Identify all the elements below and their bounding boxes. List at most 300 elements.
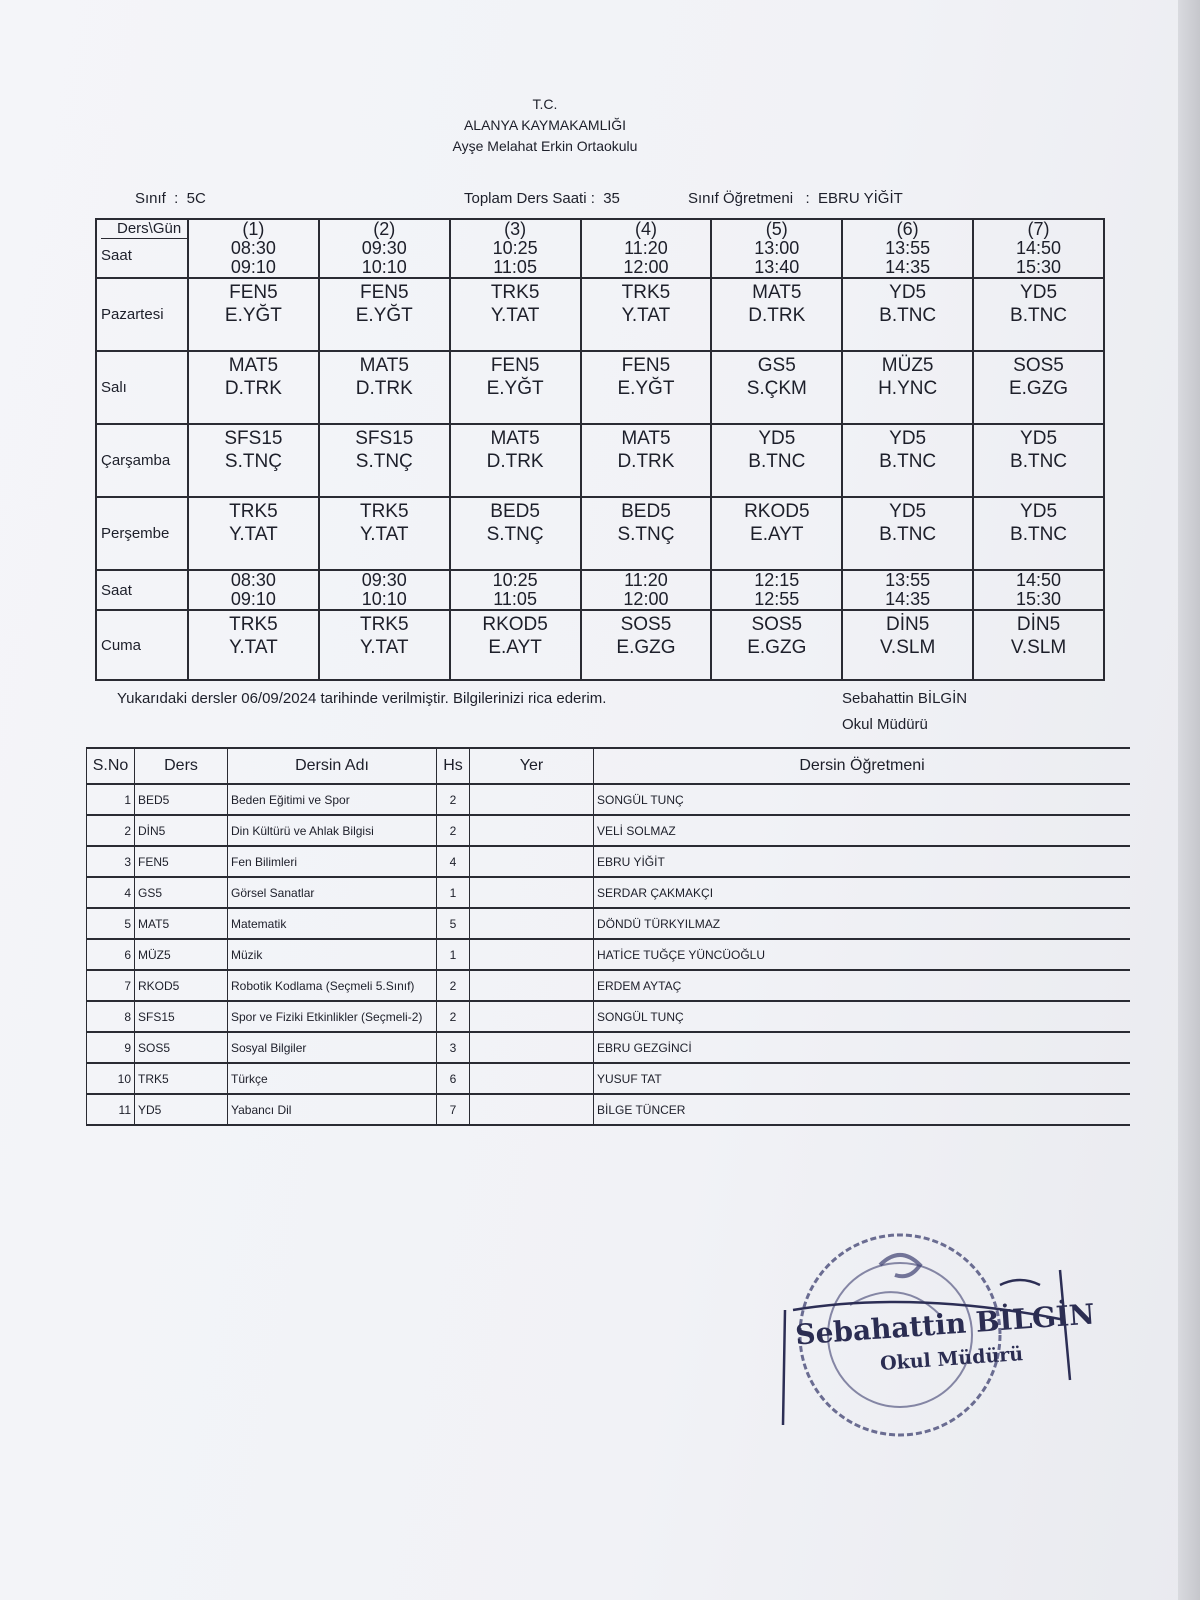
lesson-teacher-abbr: E.YĞT [486,378,544,399]
period-end-time: 10:10 [361,257,407,277]
weekly-hours: 3 [437,1032,470,1063]
lesson-code: DİN5 [1016,614,1061,635]
lesson-content [843,279,972,327]
lesson-cell [842,278,973,351]
day-name-cell: Perşembe [96,497,188,570]
lesson-content [974,611,1103,659]
lesson-teacher-abbr: B.TNC [879,305,937,326]
lesson-content [582,611,711,659]
lesson-content [189,352,318,400]
lesson-teacher-abbr: B.TNC [1010,305,1068,326]
lesson-teacher: EBRU GEZGİNCİ [594,1032,1131,1063]
friday-time-cell [450,570,581,610]
lesson-name: Sosyal Bilgiler [228,1032,437,1063]
lesson-cell [711,424,842,497]
period-number: (6) [896,219,919,239]
lesson-teacher: EBRU YİĞİT [594,846,1131,877]
weekly-hours: 2 [437,1001,470,1032]
location [470,1032,594,1063]
lesson-teacher-abbr: E.GZG [616,637,676,658]
row-number: 1 [87,784,135,815]
location [470,1001,594,1032]
lesson-name: Matematik [228,908,437,939]
lesson-teacher-abbr: S.TNÇ [355,451,413,472]
period-number: (1) [242,219,265,239]
period-start-time: 14:50 [1016,238,1062,258]
lesson-teacher-abbr: D.TRK [486,451,544,472]
period-end-time: 15:30 [1016,257,1062,277]
lesson-content [582,352,711,400]
lesson-code: BED5 [621,501,671,522]
lesson-cell [188,610,319,680]
lesson-code: SOS5 [135,1032,228,1063]
lesson-code: MAT5 [359,355,409,376]
lesson-code: MAT5 [621,428,671,449]
lesson-teacher-abbr: E.AYT [750,524,804,545]
lesson-cell [188,351,319,424]
lesson-teacher-abbr: Y.TAT [229,637,278,658]
lessons-table-row [87,1032,1131,1063]
period-start-time: 08:30 [230,570,276,590]
location [470,939,594,970]
lesson-content [582,498,711,546]
day-name-cell: Cuma [96,610,188,680]
lesson-teacher: DÖNDÜ TÜRKYILMAZ [594,908,1131,939]
lesson-content [189,611,318,659]
lesson-code: DİN5 [135,815,228,846]
period-start-time: 11:20 [624,570,668,590]
lesson-content [843,352,972,400]
lesson-code: GS5 [757,355,796,376]
weekly-hours: 1 [437,877,470,908]
lesson-content [974,352,1103,400]
lesson-teacher: YUSUF TAT [594,1063,1131,1094]
lesson-cell [973,497,1104,570]
lessons-table-row [87,970,1131,1001]
lessons-header-cell: Dersin Öğretmeni [594,748,1131,784]
lesson-content [974,279,1103,327]
row-number: 6 [87,939,135,970]
lesson-content [712,279,841,327]
paper-edge [1178,0,1200,1600]
row-number: 10 [87,1063,135,1094]
lessons-table [86,747,1130,1126]
lesson-cell [711,497,842,570]
lesson-content [712,425,841,473]
lessons-table-row [87,846,1131,877]
lesson-teacher-abbr: E.GZG [747,637,807,658]
period-end-time: 10:10 [361,589,407,609]
lesson-name: Türkçe [228,1063,437,1094]
lessons-table-row [87,1001,1131,1032]
day-name-cell: Salı [96,351,188,424]
lesson-content [320,498,449,546]
period-start-time: 13:55 [885,570,931,590]
lesson-teacher-abbr: Y.TAT [621,305,671,326]
lesson-cell [188,497,319,570]
lesson-cell [319,610,450,680]
period-end-time: 13:40 [754,257,800,277]
lesson-teacher: SONGÜL TUNÇ [594,784,1131,815]
lesson-cell [450,497,581,570]
lesson-content [712,611,841,659]
lesson-code: YD5 [889,282,927,303]
period-end-time: 09:10 [230,589,276,609]
schedule-day-row [96,278,1104,351]
row-number: 7 [87,970,135,1001]
period-start-time: 09:30 [361,238,407,258]
lesson-code: YD5 [758,428,796,449]
location [470,846,594,877]
lesson-content [189,425,318,473]
period-start-time: 12:15 [754,570,800,590]
lesson-code: TRK5 [229,614,278,635]
weekly-hours: 5 [437,908,470,939]
stamp-name: Sebahattin BİLGİN [794,1297,1096,1352]
document-header [0,94,1090,157]
lesson-name: Müzik [228,939,437,970]
lesson-teacher-abbr: E.YĞT [224,305,282,326]
lesson-content [320,279,449,327]
lesson-name: Görsel Sanatlar [228,877,437,908]
lesson-teacher: BİLGE TÜNCER [594,1094,1131,1125]
lesson-code: BED5 [490,501,540,522]
lesson-name: Beden Eğitimi ve Spor [228,784,437,815]
weekly-hours: 1 [437,939,470,970]
schedule-corner-cell [96,219,188,278]
friday-time-cell [319,570,450,610]
lesson-name: Din Kültürü ve Ahlak Bilgisi [228,815,437,846]
lesson-code: FEN5 [135,846,228,877]
row-number: 8 [87,1001,135,1032]
lessons-header-cell: Hs [437,748,470,784]
schedule-day-row [96,610,1104,680]
lesson-code: RKOD5 [744,501,810,522]
lessons-header-cell: Yer [470,748,594,784]
lesson-content [843,611,972,659]
lesson-teacher-abbr: E.GZG [1008,378,1069,399]
lesson-cell [711,610,842,680]
lesson-cell [842,351,973,424]
lesson-code: TRK5 [135,1063,228,1094]
period-number: (7) [1027,219,1050,239]
lesson-code: SFS15 [135,1001,228,1032]
row-number: 11 [87,1094,135,1125]
lessons-table-row [87,908,1131,939]
period-header-cell [711,219,842,278]
corner-bottom-label: Saat [101,247,132,264]
row-number: 9 [87,1032,135,1063]
lesson-code: SOS5 [620,614,672,635]
lesson-teacher-abbr: B.TNC [879,524,937,545]
lesson-content [582,279,711,327]
lesson-teacher-abbr: Y.TAT [359,637,409,658]
weekly-hours: 2 [437,815,470,846]
lesson-code: MAT5 [135,908,228,939]
weekly-hours: 4 [437,846,470,877]
period-end-time: 12:00 [623,589,669,609]
location [470,1063,594,1094]
lesson-teacher-abbr: E.AYT [488,637,542,658]
lesson-content [843,498,972,546]
lesson-teacher-abbr: D.TRK [617,451,675,472]
lesson-cell [581,497,712,570]
class-label: Sınıf : 5C [135,190,206,207]
friday-time-cell [711,570,842,610]
row-number: 5 [87,908,135,939]
lesson-code: YD5 [1020,501,1058,522]
period-start-time: 14:50 [1016,570,1062,590]
lesson-cell [581,424,712,497]
lesson-code: RKOD5 [135,970,228,1001]
lesson-cell [188,278,319,351]
lesson-content [974,425,1103,473]
period-number: (4) [634,219,657,239]
lesson-code: TRK5 [359,614,409,635]
lesson-teacher-abbr: B.TNC [748,451,806,472]
lesson-content [451,611,580,659]
lesson-cell [450,278,581,351]
friday-time-cell [581,570,712,610]
lesson-teacher-abbr: B.TNC [1010,451,1068,472]
lesson-teacher-abbr: D.TRK [748,305,806,326]
lesson-cell [842,424,973,497]
lesson-name: Fen Bilimleri [228,846,437,877]
lesson-cell [319,351,450,424]
row-number: 2 [87,815,135,846]
period-header-cell [973,219,1104,278]
stamp-title: Okul Müdürü [879,1343,1024,1375]
period-header-cell [581,219,712,278]
lesson-content [320,352,449,400]
lessons-table-row [87,784,1131,815]
period-end-time: 14:35 [885,589,931,609]
period-start-time: 08:30 [230,238,276,258]
period-end-time: 11:05 [493,589,537,609]
lesson-teacher-abbr: H.YNC [878,378,938,399]
period-header-cell [319,219,450,278]
period-end-time: 12:00 [623,257,669,277]
lesson-cell [711,278,842,351]
lesson-content [451,352,580,400]
lesson-teacher: SONGÜL TUNÇ [594,1001,1131,1032]
lesson-code: SFS15 [355,428,414,449]
lesson-teacher-abbr: S.TNÇ [617,524,675,545]
lesson-code: MÜZ5 [135,939,228,970]
period-start-time: 10:25 [492,238,538,258]
lesson-teacher-abbr: B.TNC [879,451,937,472]
lesson-code: MAT5 [228,355,279,376]
lesson-name: Robotik Kodlama (Seçmeli 5.Sınıf) [228,970,437,1001]
lesson-code: TRK5 [229,501,278,522]
lesson-cell [581,610,712,680]
lesson-cell [581,278,712,351]
location [470,877,594,908]
location [470,784,594,815]
period-start-time: 10:25 [492,570,538,590]
weekly-schedule-table [95,218,1105,681]
lesson-content [712,352,841,400]
lessons-header-cell: S.No [87,748,135,784]
lesson-code: YD5 [889,501,927,522]
schedule-day-row [96,351,1104,424]
lesson-content [451,425,580,473]
weekly-hours: 7 [437,1094,470,1125]
friday-time-label: Saat [96,570,188,610]
lesson-code: SOS5 [1013,355,1064,376]
period-end-time: 09:10 [230,257,276,277]
period-start-time: 11:20 [624,238,668,258]
lesson-content [320,425,449,473]
weekly-hours: 2 [437,970,470,1001]
class-teacher-label: Sınıf Öğretmeni : EBRU YİĞİT [688,190,903,207]
period-end-time: 11:05 [493,257,537,277]
day-name-cell: Pazartesi [96,278,188,351]
row-number: 3 [87,846,135,877]
lesson-code: YD5 [1020,282,1058,303]
period-number: (2) [373,219,396,239]
lesson-code: FEN5 [229,282,278,303]
schedule-day-row [96,424,1104,497]
lesson-cell [711,351,842,424]
lesson-cell [842,610,973,680]
lesson-code: BED5 [135,784,228,815]
lesson-teacher-abbr: Y.TAT [229,524,278,545]
lesson-code: FEN5 [621,355,671,376]
lesson-code: FEN5 [490,355,540,376]
lessons-table-row [87,1094,1131,1125]
lesson-cell [973,424,1104,497]
lesson-teacher-abbr: V.SLM [1010,637,1067,658]
lesson-content [582,425,711,473]
friday-time-cell [188,570,319,610]
period-header-cell [188,219,319,278]
lesson-cell [319,278,450,351]
lesson-code: SOS5 [751,614,803,635]
lesson-cell [188,424,319,497]
lesson-cell [581,351,712,424]
lesson-code: DİN5 [885,614,930,635]
period-header-cell [842,219,973,278]
lesson-content [451,279,580,327]
lesson-teacher: SERDAR ÇAKMAKÇI [594,877,1131,908]
friday-time-cell [842,570,973,610]
period-number: (3) [504,219,527,239]
lesson-name: Spor ve Fiziki Etkinlikler (Seçmeli-2) [228,1001,437,1032]
lesson-cell [319,497,450,570]
friday-time-cell [973,570,1104,610]
principal-title: Okul Müdürü [842,716,928,733]
lesson-teacher: ERDEM AYTAÇ [594,970,1131,1001]
lesson-teacher: HATİCE TUĞÇE YÜNCÜOĞLU [594,939,1131,970]
lesson-code: YD5 [889,428,927,449]
period-start-time: 09:30 [361,570,407,590]
lesson-cell [450,610,581,680]
location [470,1094,594,1125]
period-start-time: 13:00 [754,238,800,258]
lessons-table-row [87,815,1131,846]
lessons-header-cell: Ders [135,748,228,784]
location [470,815,594,846]
period-header-cell [450,219,581,278]
weekly-hours: 2 [437,784,470,815]
lesson-teacher-abbr: Y.TAT [490,305,540,326]
period-end-time: 12:55 [754,589,800,609]
lessons-header-row [87,748,1131,784]
schedule-header-row [96,219,1104,278]
lesson-cell [319,424,450,497]
lesson-cell [450,424,581,497]
lesson-cell [842,497,973,570]
lesson-code: SFS15 [224,428,283,449]
lesson-teacher-abbr: S.TNÇ [486,524,544,545]
lesson-content [320,611,449,659]
lesson-code: RKOD5 [482,614,548,635]
lesson-cell [973,278,1104,351]
lesson-cell [450,351,581,424]
lesson-code: TRK5 [359,501,409,522]
lesson-code: FEN5 [359,282,409,303]
lesson-code: YD5 [135,1094,228,1125]
lesson-code: YD5 [1020,428,1058,449]
lesson-teacher-abbr: Y.TAT [359,524,409,545]
lesson-content [189,498,318,546]
lesson-content [712,498,841,546]
lesson-teacher-abbr: S.ÇKM [746,378,807,399]
lesson-code: TRK5 [490,282,540,303]
period-start-time: 13:55 [885,238,931,258]
lesson-code: TRK5 [621,282,671,303]
lesson-code: MAT5 [490,428,540,449]
lesson-name: Yabancı Dil [228,1094,437,1125]
weekly-hours: 6 [437,1063,470,1094]
lesson-cell [973,610,1104,680]
header-school: Ayşe Melahat Erkin Ortaokulu [452,138,638,154]
lesson-teacher-abbr: E.YĞT [355,305,413,326]
lesson-teacher-abbr: E.YĞT [617,378,675,399]
friday-time-row [96,570,1104,610]
lessons-header-cell: Dersin Adı [228,748,437,784]
header-district: ALANYA KAYMAKAMLIĞI [463,117,627,133]
lesson-teacher-abbr: V.SLM [880,637,936,658]
lesson-code: MAT5 [752,282,802,303]
day-name-cell: Çarşamba [96,424,188,497]
total-hours-label: Toplam Ders Saati : 35 [464,190,620,207]
location [470,908,594,939]
lessons-table-row [87,939,1131,970]
lesson-content [974,498,1103,546]
lesson-teacher: VELİ SOLMAZ [594,815,1131,846]
lesson-teacher-abbr: D.TRK [224,378,282,399]
period-end-time: 14:35 [885,257,931,277]
lesson-code: GS5 [135,877,228,908]
note-text: Yukarıdaki dersler 06/09/2024 tarihinde verilmiştir. Bilgilerinizi rica ederim. [117,690,607,707]
row-number: 4 [87,877,135,908]
lessons-table-row [87,1063,1131,1094]
period-number: (5) [765,219,788,239]
header-tc: T.C. [532,96,558,112]
period-end-time: 15:30 [1016,589,1062,609]
corner-top-label: Ders\Gün [101,220,187,239]
principal-name: Sebahattin BİLGİN [842,690,968,707]
lessons-table-row [87,877,1131,908]
lesson-content [451,498,580,546]
schedule-day-row [96,497,1104,570]
lesson-cell [973,351,1104,424]
lesson-content [843,425,972,473]
location [470,970,594,1001]
lesson-code: MÜZ5 [881,355,934,376]
